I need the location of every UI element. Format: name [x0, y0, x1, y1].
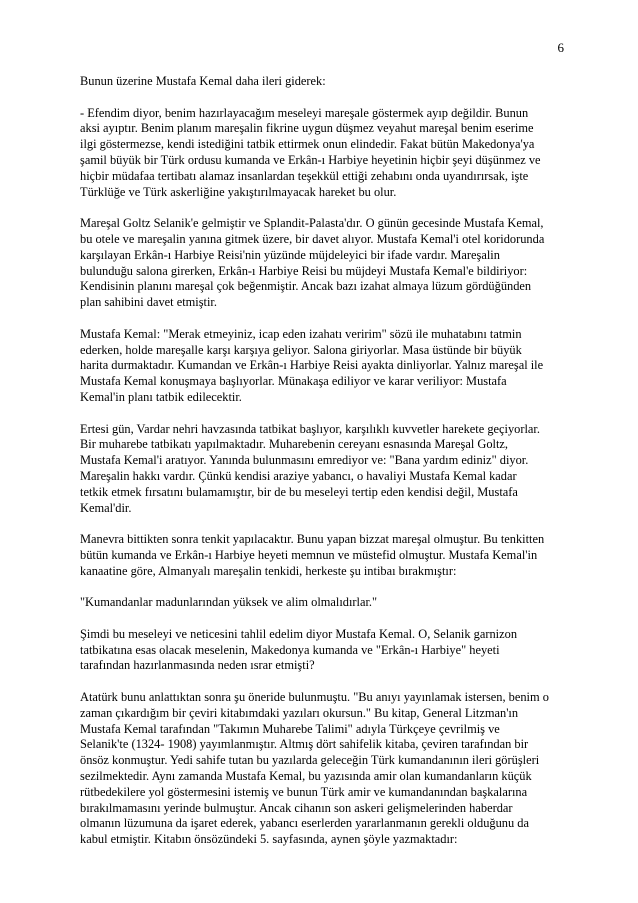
paragraph: - Efendim diyor, benim hazırlayacağım meseleyi mareşale göstermek ayıp değildir. Bunun aksi ayıptır. Benim planım mareşalin fikrine uygun düşmez veyahut mareşal benim eserime ilgi göstermezse, kendi istediğini tatbik ettirmek onun elindedir. Fakat bütün Makedonya'ya şamil büyük bir Türk ordusu kumanda ve Erkân-ı Harbiye heyetinin hiçbir şeyi düşünmez ve hiçbir müdafaa tertibatı alamaz insanlardan teşekkül ettiği zehabını onda uyandırırsak, işte Türklüğe ve Türk askerliğine yakıştırılmayacak hareket bu olur. [80, 105, 541, 199]
document-body [80, 74, 568, 848]
paragraph: Şimdi bu meseleyi ve neticesini tahlil edelim diyor Mustafa Kemal. O, Selanik garnizon tatbikatına esas olacak meselenin, Makedonya kumanda ve "Erkân-ı Harbiye" heyeti tarafından hazırlanmasında neden ısrar etmişti? [80, 626, 518, 673]
paragraph: Bunun üzerine Mustafa Kemal daha ileri giderek: [80, 74, 326, 88]
paragraph: Atatürk bunu anlattıktan sonra şu öneride bulunmuştu. "Bu anıyı yayınlamak istersen, benim o zaman çıkardığım bir çeviri kitabımdaki yazıları okursun." Bu kitap, General Litzman'ın Mustafa Kemal tarafından "Takımın Muharebe Talimi" adıyla Türkçeye çevrilmiş ve Selanik'te (1324- 1908) yayımlanmıştır. Altmış dört sahifelik kitaba, çeviren tarafından bir önsöz konmuştur. Yedi sahife tutan bu yazılarda geleceğin Türk kumandanının ileri görüşleri sezilmektedir. Aynı zamanda Mustafa Kemal, bu yazısında amir olan kumandanların küçük rütbedekilere yol göstermesini istemiş ve bunun Türk amir ve kumandanından başkalarına bırakılmamasını yerinde bulmuştur. Ancak cihanın son askeri gelişmelerinden haberdar olmanın lüzumuna da işaret ederek, yabancı eserlerden yararlanmanın gerekli olduğunu da kabul etmiştir. Kitabın önsözündeki 5. sayfasında, aynen şöyle yazmaktadır: [80, 690, 549, 847]
paragraph: "Kumandanlar madunlarından yüksek ve alim olmalıdırlar." [80, 595, 378, 610]
page-number: 6 [557, 40, 564, 55]
paragraph: Ertesi gün, Vardar nehri havzasında tatbikat başlıyor, karşılıklı kuvvetler harekete geçiyorlar. Bir muharebe tatbikatı yapılmaktadır. Muharebenin cereyanı esnasında Mareşal Goltz, Mustafa Kemal'i aratıyor. Yanında bulunmasını emrediyor ve: "Bana yardım ediniz" diyor. Mareşalin hakkı vardır. Çünkü kendisi araziye yabancı, o havaliyi Mustafa Kemal kadar tetkik etmek fırsatını bulamamıştır, bir de bu meseleyi tertip eden kendisi değil, Mustafa Kemal'dir. [80, 421, 540, 515]
paragraph: Mareşal Goltz Selanik'e gelmiştir ve Splandit-Palasta'dır. O günün gecesinde Mustafa Kemal, bu otele ve mareşalin yanına gitmek üzere, bir davet alıyor. Mustafa Kemal'i otel koridorunda karşılayan Erkân-ı Harbiye Reisi'nin yüzünde müjdeleyici bir ifade vardır. Mareşalin bulunduğu salona girerken, Erkân-ı Harbiye Reisi bu müjdeyi Mustafa Kemal'e bildiriyor: Kendisinin planını mareşal çok beğenmiştir. Ancak bazı izahat almaya lüzum gördüğünden plan sahibini davet etmiştir. [80, 216, 545, 310]
paragraph: Mustafa Kemal: "Merak etmeyiniz, icap eden izahatı veririm" sözü ile muhatabını tatmin ederken, holde mareşalle karşı karşıya geliyor. Salona giriyorlar. Masa üstünde bir büyük harita durmaktadır. Kumandan ve Erkân-ı Harbiye Reisi ayakta dinliyorlar. Yalnız mareşal ile Mustafa Kemal konuşmaya başlıyorlar. Münakaşa ediliyor ve karar veriliyor: Mustafa Kemal'in planı tatbik edilecektir. [80, 326, 544, 404]
paragraph: Manevra bittikten sonra tenkit yapılacaktır. Bunu yapan bizzat mareşal olmuştur. Bu tenkitten bütün kumanda ve Erkân-ı Harbiye heyeti memnun ve müstefid olmuştur. Mustafa Kemal'in kanaatine göre, Almanyalı mareşalin tenkidi, herkeste şu intibaı bırakmıştır: [80, 532, 545, 578]
